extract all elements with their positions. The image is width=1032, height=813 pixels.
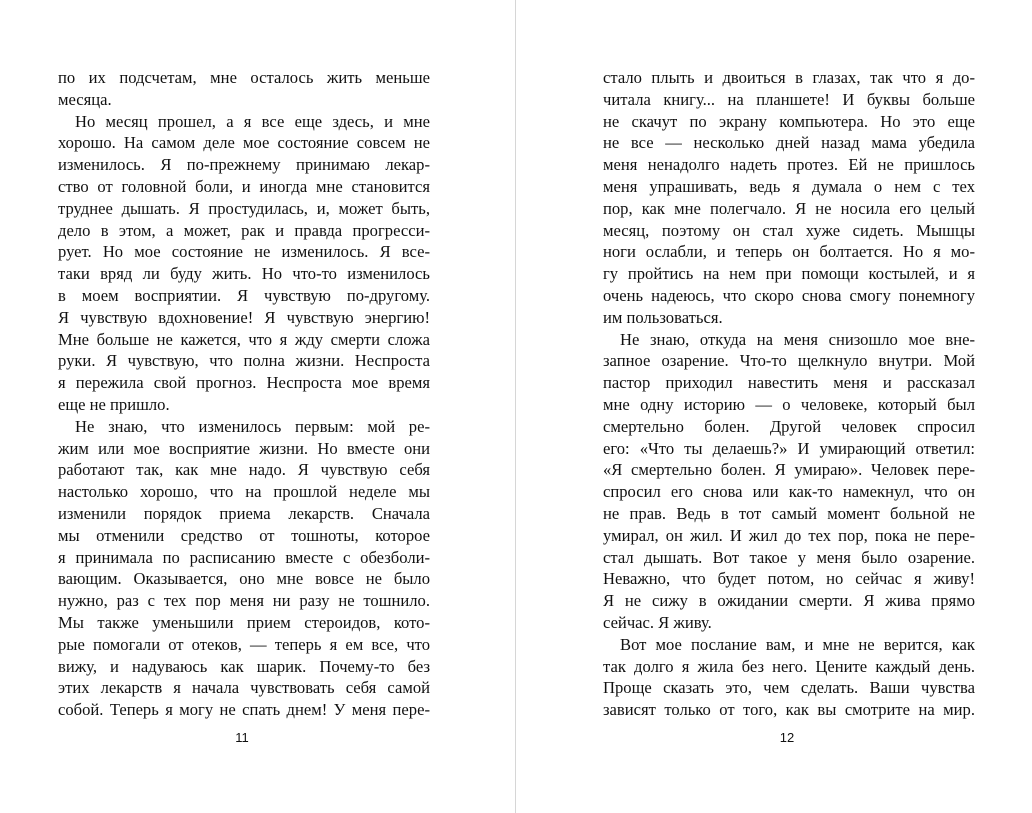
text-line: Не знаю, откуда на меня снизошло мое вне- [620, 329, 975, 349]
text-line: по их подсчетам, мне осталось жить меньше [58, 68, 430, 87]
text-line: умирал, он жил. И жил до тех пор, пока не пере- [603, 525, 975, 545]
text-line: смертельно болен. Другой человек спросил [603, 416, 975, 436]
text-line: зависят только от того, как вы смотрите на мир. [603, 700, 975, 720]
text-line: запное озарение. Что-то щелкнуло внутри. Мой [603, 351, 975, 371]
text-line: мне одну историю — о человеке, который был [603, 394, 975, 414]
text-line: хорошо. На самом деле мое состояние совсем не [58, 133, 430, 153]
text-line: Не знаю, что изменилось первым: мой ре- [75, 416, 430, 436]
text-line: Мне больше не кажется, что я жду смерти сложа [58, 329, 430, 349]
text-line: не скачут по экрану компьютера. Но это еще [603, 111, 975, 131]
text-line: так долго я жила без него. Цените каждый день. [603, 656, 975, 676]
text-line: Но месяц прошел, а я все еще здесь, и мне [75, 111, 430, 131]
right-page-number: 12 [779, 730, 795, 745]
text-line: пор, как мне полегчало. Я не носила его целый [603, 198, 975, 218]
text-line: меня упрашивать, ведь я думала о нем с тех [603, 176, 975, 196]
text-line: настолько хорошо, что на прошлой неделе мы [58, 482, 430, 502]
text-line: изменили порядок приема лекарств. Сначала [58, 503, 430, 523]
text-line: я принимала по расписанию вместе с обезболи- [58, 547, 430, 567]
text-line: «Я смертельно болен. Я умираю». Человек пере- [603, 460, 975, 480]
text-line: не прав. Ведь в тот самый момент больной не [603, 503, 975, 523]
text-line: рует. Но мое состояние не изменилось. Я все- [58, 242, 430, 262]
text-line: вающим. Оказывается, оно мне вовсе не было [58, 569, 430, 589]
text-line: дело в этом, а может, рак и правда прогресси- [58, 220, 430, 240]
text-line: я пережила свой прогноз. Неспроста мое время [58, 373, 430, 393]
text-line: Мы также уменьшили прием стероидов, кото- [58, 612, 430, 632]
text-line: еще не пришло. [58, 394, 170, 414]
text-line: спросил его снова или как-то намекнул, что он [603, 482, 975, 502]
text-line: рые помогали от отеков, — теперь я ем все, что [58, 634, 430, 654]
right-page [516, 0, 1031, 813]
left-page [0, 0, 515, 813]
text-line: меня ненадолго надеть протез. Ей не пришлось [603, 155, 975, 175]
text-line: таки вряд ли буду жить. Но что-то изменилось [58, 264, 430, 284]
left-page-text [58, 67, 430, 721]
text-line: сейчас. Я живу. [603, 612, 712, 632]
text-line: читала книгу... на планшете! И буквы больше [603, 89, 975, 109]
text-line: Проще сказать это, чем сделать. Ваши чувства [603, 678, 975, 698]
text-line: месяца. [58, 89, 112, 109]
text-line: руки. Я чувствую, что полна жизни. Неспроста [58, 351, 430, 371]
text-line: стало плыть и двоиться в глазах, так что я до- [603, 68, 975, 87]
text-line: вижу, и надуваюсь как шарик. Почему-то без [58, 656, 430, 676]
text-line: Вот мое послание вам, и мне не верится, как [620, 634, 975, 654]
text-line: Неважно, что будет потом, но сейчас я живу! [603, 569, 975, 589]
text-line: в моем восприятии. Я чувствую по-другому. [58, 285, 430, 305]
text-line: его: «Что ты делаешь?» И умирающий ответил: [603, 438, 975, 458]
text-line: гу пройтись на нем при помощи костылей, и я [603, 264, 975, 284]
text-line: работают так, как мне надо. Я чувствую себя [58, 460, 430, 480]
text-line: этих лекарств я начала чувствовать себя самой [58, 678, 430, 698]
text-line: им пользоваться. [603, 307, 723, 327]
text-line: не все — несколько дней назад мама убедила [603, 133, 975, 153]
right-page-text [603, 67, 975, 721]
text-line: стал дышать. Вот такое у меня было озарение. [603, 547, 975, 567]
text-line: нужно, раз с тех пор меня ни разу не тошнило. [58, 591, 430, 611]
text-line: труднее дышать. Я простудилась, и, может быть, [58, 198, 430, 218]
text-line: ство от головной боли, и иногда мне становится [58, 176, 430, 196]
text-line: пастор приходил навестить меня и рассказал [603, 373, 975, 393]
text-line: жим или мое восприятие жизни. Но вместе они [58, 438, 430, 458]
text-line: мы отменили средство от тошноты, которое [58, 525, 430, 545]
text-line: изменилось. Я по-прежнему принимаю лекар- [58, 155, 430, 175]
text-line: собой. Теперь я могу не спать днем! У меня пере- [58, 700, 430, 720]
text-line: очень надеюсь, что скоро снова смогу понемногу [603, 285, 975, 305]
text-line: Я не сижу в ожидании смерти. Я жива прямо [603, 591, 975, 611]
text-line: месяц, поэтому он стал хуже сидеть. Мышцы [603, 220, 975, 240]
text-line: ноги ослабли, и теперь он болтается. Но я мо- [603, 242, 975, 262]
left-page-number: 11 [235, 730, 249, 745]
text-line: Я чувствую вдохновение! Я чувствую энергию! [58, 307, 430, 327]
